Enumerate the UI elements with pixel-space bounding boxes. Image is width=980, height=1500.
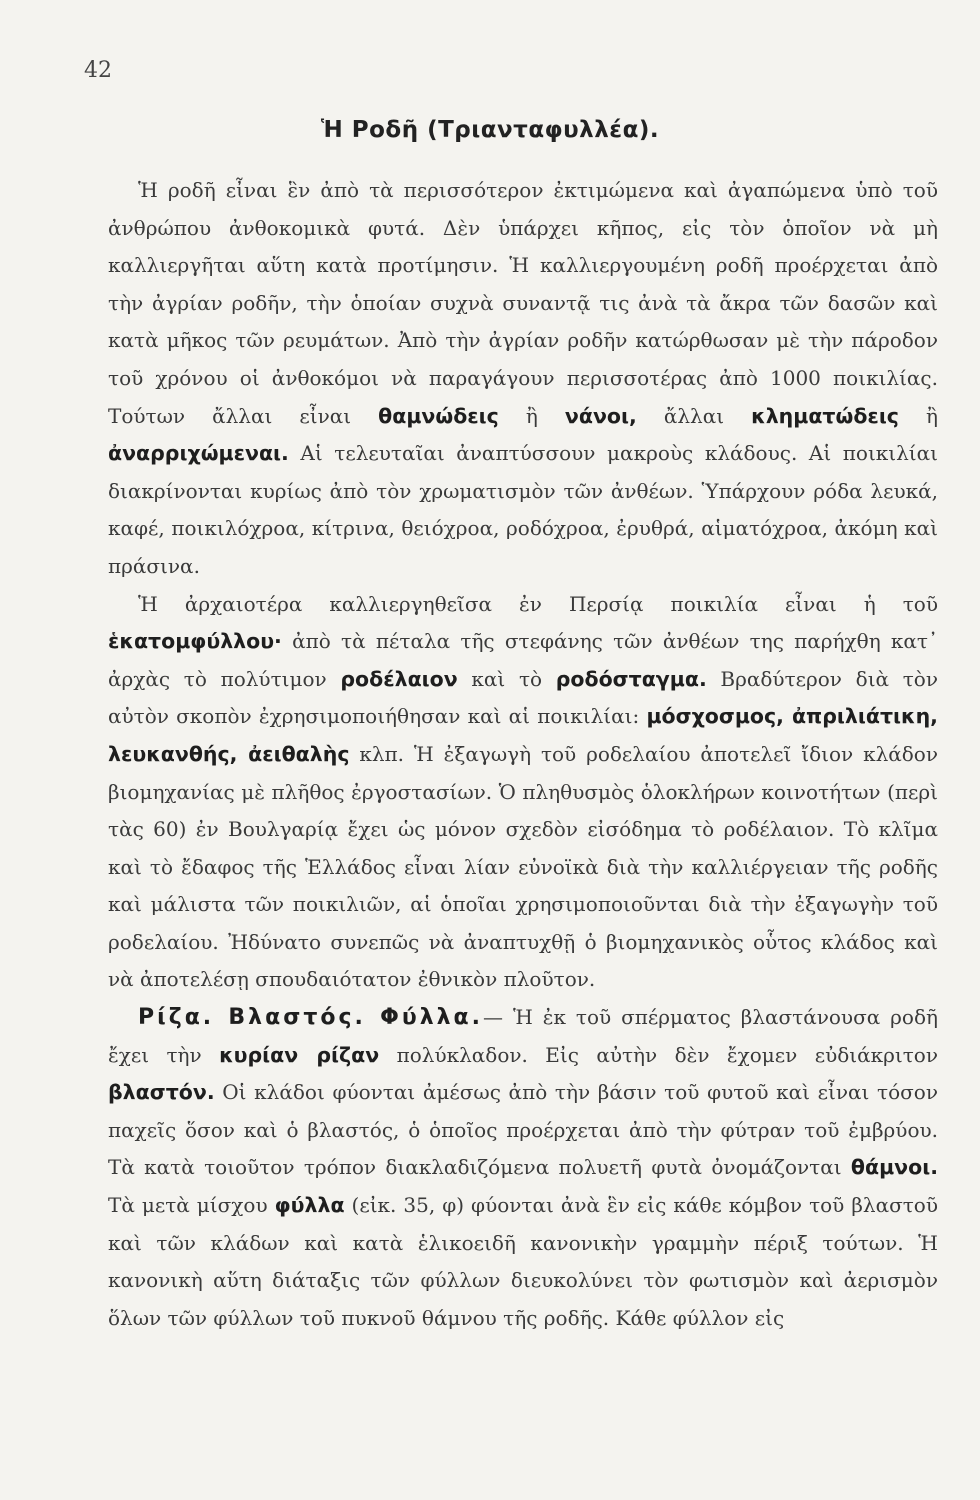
text-run: Αἱ τελευταῖαι ἀναπτύσσουν μακροὺς κλάδους. Αἱ ποικιλίαι διακρίνονται κυρίως ἀπὸ τὸν χρωματισμὸν τῶν ἀνθέων. Ὑπάρχουν ρόδα λευκά, καφέ, ποικιλόχροα, κίτρινα, θειόχροα, ροδόχροα, ἐρυθρά, αἱματόχροα, ἀκόμη καὶ πράσινα. [108, 441, 938, 578]
paragraph-1 [108, 172, 938, 586]
text-run: Ἡ ροδῆ εἶναι ἓν ἀπὸ τὰ περισσότερον ἐκτιμώμενα καὶ ἀγαπώμενα ὑπὸ τοῦ ἀνθρώπου ἀνθοκομικὰ φυτά. Δὲν ὑπάρχει κῆπος, εἰς τὸν ὁποῖον νὰ μὴ καλλιεργῆται αὕτη κατὰ προτίμησιν. Ἡ καλλιεργουμένη ροδῆ προέρχεται ἀπὸ τὴν ἀγρίαν ροδῆν, τὴν ὁποίαν συχνὰ συναντᾷ τις ἀνὰ τὰ ἄκρα τῶν δασῶν καὶ κατὰ μῆκος τῶν ρευμάτων. Ἀπὸ τὴν ἀγρίαν ροδῆν κατώρθωσαν μὲ τὴν πάροδον τοῦ χρόνου οἱ ἀνθοκόμοι νὰ παραγάγουν περισσοτέρας ἀπὸ 1000 ποικιλίας. Τούτων ἄλλαι εἶναι [108, 178, 938, 428]
body-text [108, 172, 938, 1337]
bold-term: φύλλα [274, 1193, 345, 1218]
text-run: Βραδύτερον διὰ τὸν αὐτὸν σκοπὸν ἐχρησιμοποιήθησαν καὶ αἱ ποικιλίαι: [108, 666, 938, 729]
text-run: κλπ. Ἡ ἐξαγωγὴ τοῦ ροδελαίου ἀποτελεῖ ἴδιον κλάδον βιομηχανίας μὲ πλῆθος ἐργοστασίων. Ὁ πληθυσμὸς ὁλοκλήρων κοινοτήτων (περὶ τὰς 60) ἐν Βουλγαρίᾳ ἔχει ὡς μόνον σχεδὸν εἰσόδημα τὸ ροδέλαιον. Τὸ κλῖμα καὶ τὸ ἔδαφος τῆς Ἑλλάδος εἶναι λίαν εὐνοϊκὰ διὰ τὴν καλλιέργειαν τῆς ροδῆς καὶ μάλιστα τῶν ποικιλιῶν, αἱ ὁποῖαι χρησιμοποιοῦνται διὰ τὴν ἐξαγωγὴν τοῦ ροδελαίου. Ἠδύνατο συνεπῶς νὰ ἀναπτυχθῇ ὁ βιομηχανικὸς οὗτος κλάδος καὶ νὰ ἀποτελέσῃ σπουδαιότατον ἐθνικὸν πλοῦτον. [108, 741, 938, 992]
bold-term: ροδέλαιον [340, 666, 458, 691]
bold-term: κυρίαν ρίζαν [219, 1042, 380, 1067]
text-run: (εἰκ. 35, φ) φύονται ἀνὰ ἓν εἰς κάθε κόμβον τοῦ βλαστοῦ καὶ τῶν κλάδων καὶ κατὰ ἑλικοειδῆ κανονικὴν γραμμὴν πέριξ τούτων. Ἡ κανονικὴ αὕτη διάταξις τῶν φύλλων διευκολύνει τὸν φωτισμὸν καὶ ἀερισμὸν ὅλων τῶν φύλλων τοῦ πυκνοῦ θάμνου τῆς ροδῆς. Κάθε φύλλον εἰς [108, 1193, 938, 1330]
text-run: Ἡ ἀρχαιοτέρα καλλιεργηθεῖσα ἐν Περσίᾳ ποικιλία εἶναι ἡ τοῦ [138, 591, 938, 616]
text-run: ἢ [898, 403, 939, 428]
bold-term: μόσχοσμος, ἀπριλιάτικη, λευκανθής, ἀειθαλὴς [108, 704, 938, 766]
text-run: Οἱ κλάδοι φύονται ἀμέσως ἀπὸ τὴν βάσιν τοῦ φυτοῦ καὶ εἶναι τόσον παχεῖς ὅσον καὶ ὁ βλαστός, ὁ ὁποῖος προέρχεται ἀπὸ τὴν φύτραν τοῦ ἐμβρύου. Τὰ κατὰ τοιοῦτον τρόπον διακλαδιζόμενα πολυετῆ φυτὰ ὀνομάζονται [108, 1080, 938, 1180]
text-run: ἀπὸ τὰ πέταλα τῆς στεφάνης τῶν ἀνθέων της παρήχθη κατ᾽ ἀρχὰς τὸ πολύτιμον [108, 629, 938, 691]
text-run: Τὰ μετὰ μίσχου [108, 1193, 275, 1218]
bold-term: ἑκατομφύλλου· [108, 629, 282, 654]
section-heading: Ρίζα. Βλαστός. Φύλλα. [138, 1005, 484, 1031]
page-number: 42 [84, 58, 112, 83]
paragraph-3 [108, 999, 938, 1337]
text-run: καὶ τὸ [457, 666, 556, 691]
bold-term: θάμνοι. [850, 1155, 938, 1180]
text-run: ἄλλαι [636, 403, 752, 428]
paragraph-2 [108, 586, 938, 1000]
bold-term: βλαστόν. [108, 1080, 215, 1105]
text-run: πολύκλαδον. Εἰς αὐτὴν δὲν ἔχομεν εὐδιάκριτον [379, 1042, 938, 1067]
bold-term: κληματώδεις [751, 403, 899, 428]
text-run: ἢ [498, 403, 565, 428]
text-run: — Ἡ ἐκ τοῦ σπέρματος βλαστάνουσα ροδῆ ἔχει τὴν [108, 1005, 938, 1067]
bold-term: ροδόσταγμα. [555, 666, 707, 691]
page-title: Ἡ Ροδῆ (Τριανταφυλλέα). [320, 117, 660, 143]
bold-term: θαμνώδεις [378, 403, 499, 428]
bold-term: νάνοι, [564, 403, 637, 428]
bold-term: ἀναρριχώμεναι. [108, 441, 289, 466]
